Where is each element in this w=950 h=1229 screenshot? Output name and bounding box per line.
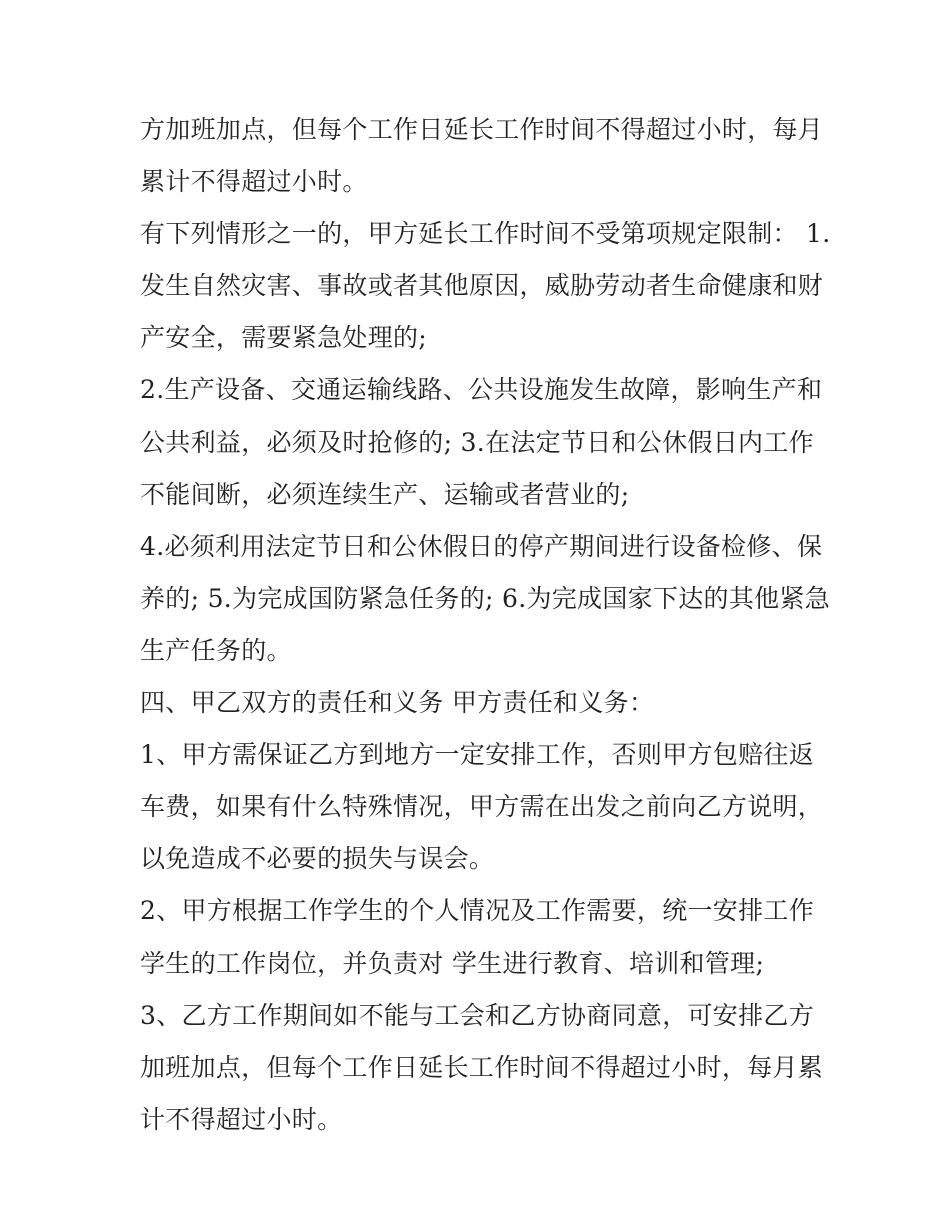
text-line: 养的; 5.为完成国防紧急任务的; 6.为完成国家下达的其他紧急 — [140, 583, 831, 613]
text-line: 有下列情形之一的，甲方延长工作时间不受第项规定限制： 1. — [140, 219, 831, 249]
text-line: 方加班加点，但每个工作日延长工作时间不得超过小时，每月 — [140, 115, 824, 144]
text-line: 不能间断，必须连续生产、运输或者营业的; — [140, 479, 630, 509]
text-line: 公共利益，必须及时抢修的; 3.在法定节日和公休假日内工作 — [140, 427, 814, 457]
text-line: 2、甲方根据工作学生的个人情况及工作需要，统一安排工作 — [140, 896, 815, 926]
text-line: 产安全，需要紧急处理的; — [140, 323, 428, 353]
text-line: 1、甲方需保证乙方到地方一定安排工作，否则甲方包赔往返 — [140, 740, 815, 770]
text-line: 加班加点，但每个工作日延长工作时间不得超过小时，每月累 — [140, 1052, 824, 1082]
text-line: 车费，如果有什么特殊情况，甲方需在出发之前向乙方说明， — [140, 792, 824, 822]
text-line: 2.生产设备、交通运输线路、公共设施发生故障，影响生产和 — [140, 375, 823, 405]
document-body — [140, 104, 831, 1146]
text-line: 学生的工作岗位，并负责对 学生进行教育、培训和管理; — [140, 948, 765, 978]
section-heading: 四、甲乙双方的责任和义务 甲方责任和义务： — [140, 688, 655, 718]
text-line: 累计不得超过小时。 — [140, 167, 368, 197]
text-line: 4.必须利用法定节日和公休假日的停产期间进行设备检修、保 — [140, 531, 823, 561]
text-line: 发生自然灾害、事故或者其他原因，威胁劳动者生命健康和财 — [140, 271, 824, 301]
text-line: 3、乙方工作期间如不能与工会和乙方协商同意，可安排乙方 — [140, 1000, 815, 1030]
text-line: 以免造成不必要的损失与误会。 — [140, 844, 495, 874]
text-line: 生产任务的。 — [140, 635, 292, 665]
text-line: 计不得超过小时。 — [140, 1104, 343, 1134]
